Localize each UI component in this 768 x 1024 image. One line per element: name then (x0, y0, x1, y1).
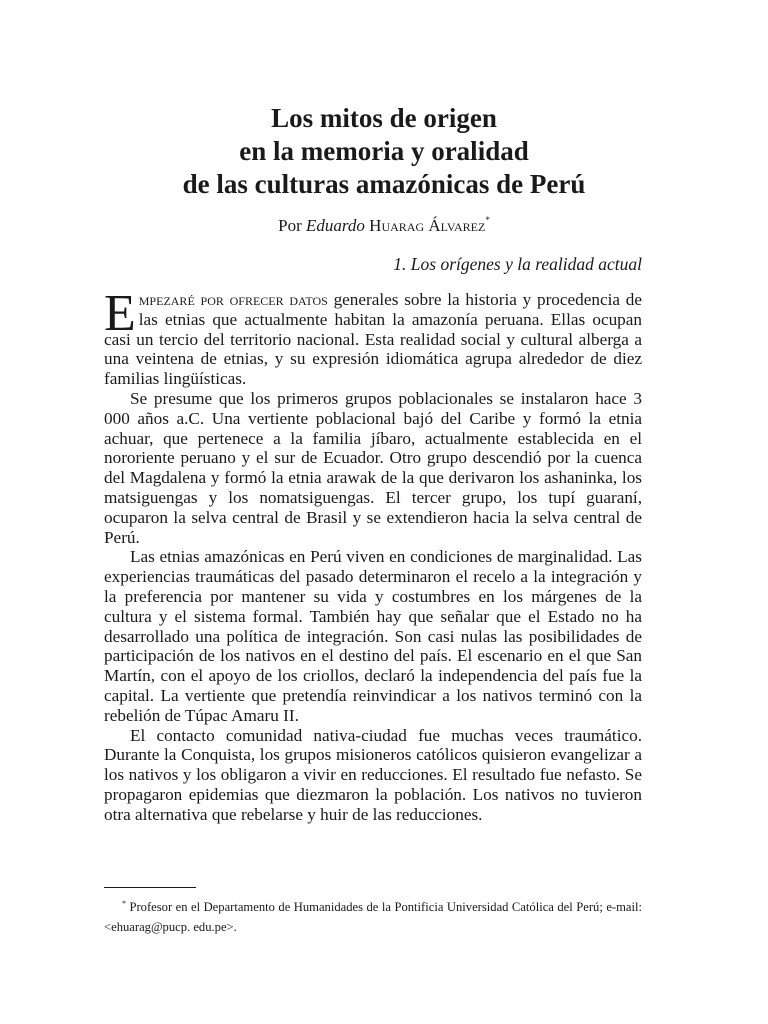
paragraph-2: Se presume que los primeros grupos poblacionales se instalaron hace 3 000 años a.C. Una vertiente poblacional bajó del Caribe y formó la etnia achuar, que pertenece a la familia jíbaro, actualmente establecida en el nororiente peruano y el sur de Ecuador. Otro grupo descendió por la cuenca del Magdalena y formó la etnia arawak de la que derivaron los ashaninka, los matsiguengas y los nomatsiguengas. El tercer grupo, los tupí guaraní, ocuparon la selva central de Brasil y se extendieron hacia la selva central de Perú. (104, 388, 642, 547)
author-byline (0, 209, 768, 237)
author-footnote-marker: * (485, 215, 490, 225)
paragraph-4: El contacto comunidad nativa-ciudad fue muchas veces traumático. Durante la Conquista, los grupos misioneros católicos quisieron evangelizar a los nativos y los obligaron a vivir en reducciones. El resultado fue nefasto. Se propagaron epidemias que diezmaron la población. Los nativos no tuvieron otra alternativa que rebelarse y huir de las reducciones. (104, 725, 642, 824)
section-heading: 1. Los orígenes y la realidad actual (393, 254, 642, 274)
footnote-divider (104, 887, 196, 888)
article-body (104, 285, 642, 825)
footnote-marker: * (122, 899, 126, 908)
title-line-3: de las culturas amazónicas de Perú (182, 169, 586, 199)
title-line-2: en la memoria y oralidad (239, 136, 529, 166)
paragraph-3: Las etnias amazónicas en Perú viven en condiciones de marginalidad. Las experiencias traumáticas del pasado determinaron el recelo a la integración y la preferencia por mantener su vida y costumbres en los márgenes de la cultura y el sistema formal. También hay que señalar que el Estado no ha desarrollado una política de integración. Son casi nulas las posibilidades de participación de los nativos en el destino del país. El escenario en el que San Martín, con el apoyo de los criollos, declaró la independencia del país fue la capital. La vertiente que pretendía reinvindicar a los nativos terminó con la rebelión de Túpac Amaru II. (104, 547, 642, 725)
footnote (104, 894, 642, 937)
paragraph-1 (104, 285, 642, 389)
drop-cap: E (104, 285, 136, 342)
paragraph-1-text: generales sobre la historia y procedencia de las etnias que actualmente habitan la amazonía peruana. Ellas ocupan casi un tercio del territorio nacional. Esta realidad social y cultural alberga a una veintena de etnias, y su expresión idiomática agrupa alrededor de diez familias lingüísticas. (104, 290, 642, 389)
author-last-name: Huarag Álvarez (364, 216, 486, 235)
footnote-text: Profesor en el Departamento de Humanidades de la Pontificia Universidad Católica del Perú; e-mail: <ehuarag@pucp. edu.pe>. (104, 900, 642, 934)
byline-prefix: Por (278, 216, 307, 235)
title-line-1: Los mitos de origen (271, 103, 497, 133)
article-title (0, 102, 768, 201)
footnote-paragraph (104, 894, 642, 937)
author-first-name: Eduardo (306, 216, 365, 235)
lead-in-smallcaps: mpezaré por ofrecer datos (138, 290, 328, 309)
